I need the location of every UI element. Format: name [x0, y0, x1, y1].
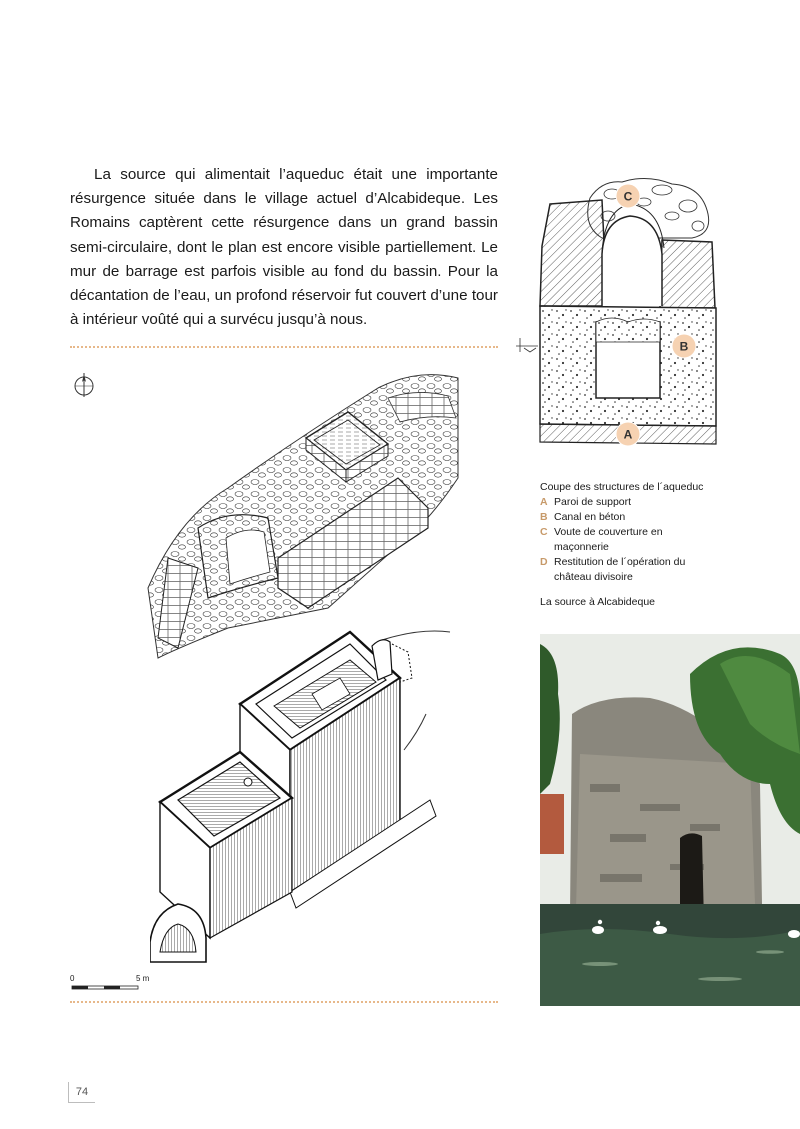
ruins-isometric-drawing: [138, 358, 460, 664]
section-marker-c: [616, 184, 640, 208]
legend-text: Restitution de l´opération du château divisoire: [554, 556, 686, 583]
legend-item-d: [540, 555, 694, 585]
svg-text:A: A: [623, 427, 633, 442]
reconstruction-drawing: [150, 622, 500, 964]
legend-item-b: [540, 510, 704, 525]
section-marker-a: [616, 422, 640, 446]
svg-text:B: B: [679, 339, 689, 354]
scale-bar-end: 5 m: [136, 974, 150, 983]
legend-letter: B: [540, 511, 548, 523]
legend-text: Voute de couverture en maçonnerie: [554, 526, 663, 553]
legend-letter: D: [540, 556, 548, 568]
aqueduct-section-drawing: [512, 176, 718, 448]
legend-item-a: [540, 495, 704, 510]
legend-letter: A: [540, 496, 548, 508]
dotted-divider-bottom: [70, 1001, 498, 1003]
photo-caption: La source à Alcabideque: [540, 596, 656, 608]
dotted-divider-top: [70, 346, 498, 348]
scale-bar: [70, 976, 160, 996]
scale-bar-start: 0: [70, 974, 75, 983]
svg-text:C: C: [623, 189, 633, 204]
alcabideque-spring-photo: [540, 634, 800, 1006]
legend-letter: C: [540, 526, 548, 538]
legend-text: Canal en béton: [554, 511, 626, 523]
legend-item-c: [540, 525, 672, 555]
north-arrow-icon: [72, 370, 96, 398]
body-paragraph: La source qui alimentait l’aqueduc était une importante résurgence située dans le village actuel d’Alcabideque. Les Romains captèrent cette résurgence dans un grand bassin semi-circulaire, dont le plan est encore visible partiellement. Le mur de barrage est parfois visible au fond du bassin. Pour la décantation de l’eau, un profond réservoir fut couvert d’une tour à intérieur voûté qui a survécu jusqu’à nous.: [70, 166, 498, 329]
legend-title: Coupe des structures de l´aqueduc: [540, 481, 704, 493]
legend-text: Paroi de support: [554, 496, 632, 508]
section-marker-b: [672, 334, 696, 358]
page-number: 74: [68, 1082, 95, 1103]
legend: [540, 480, 770, 585]
